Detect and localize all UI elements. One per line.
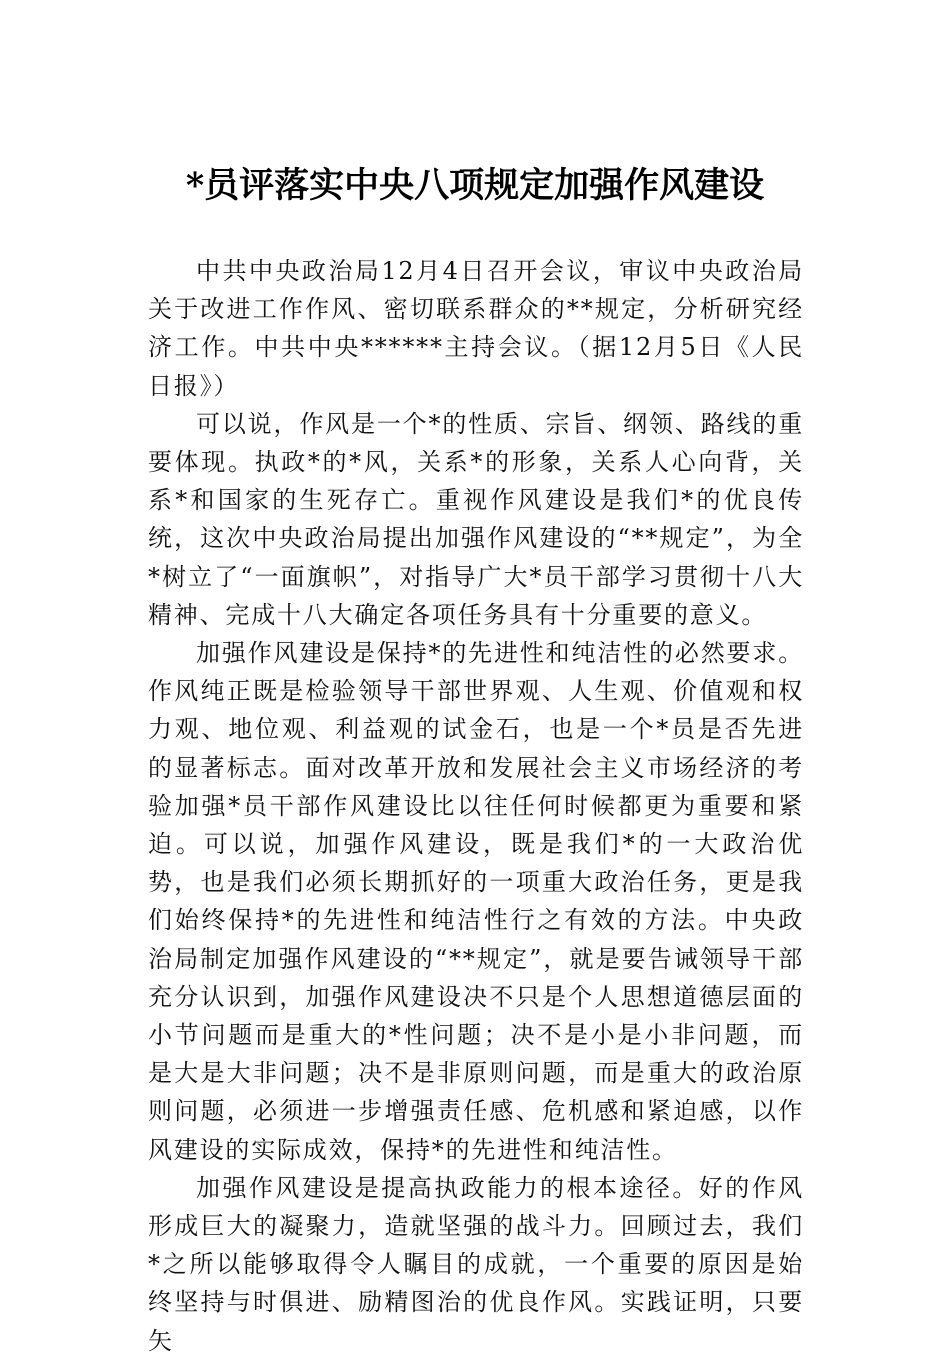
document-title: *员评落实中央八项规定加强作风建设 [185,165,765,206]
document-body [148,252,804,1360]
paragraph-1: 中共中央政治局12月4日召开会议，审议中央政治局关于改进工作作风、密切联系群众的**规定，分析研究经济工作。中共中央******主持会议。（据12月5日《人民日报》） [148,257,804,400]
paragraph-4: 加强作风建设是提高执政能力的根本途径。好的作风形成巨大的凝聚力，造就坚强的战斗力。回顾过去，我们*之所以能够取得令人瞩目的成就，一个重要的原因是始终坚持与时俱进、励精图治的优良作风。实践证明，只要矢 [148,1173,804,1355]
paragraph-2: 可以说，作风是一个*的性质、宗旨、纲领、路线的重要体现。执政*的*风，关系*的形象，关系人心向背，关系*和国家的生死存亡。重视作风建设是我们*的优良传统，这次中央政治局提出加强作风建设的“**规定”，为全*树立了“一面旗帜”，对指导广大*员干部学习贯彻十八大精神、完成十八大确定各项任务具有十分重要的意义。 [148,409,804,629]
paragraph-3: 加强作风建设是保持*的先进性和纯洁性的必然要求。作风纯正既是检验领导干部世界观、人生观、价值观和权力观、地位观、利益观的试金石，也是一个*员是否先进的显著标志。面对改革开放和发展社会主义市场经济的考验加强*员干部作风建设比以往任何时候都更为重要和紧迫。可以说，加强作风建设，既是我们*的一大政治优势，也是我们必须长期抓好的一项重大政治任务，更是我们始终保持*的先进性和纯洁性行之有效的方法。中央政治局制定加强作风建设的“**规定”，就是要告诫领导干部充分认识到，加强作风建设决不只是个人思想道德层面的小节问题而是重大的*性问题；决不是小是小非问题，而是大是大非问题；决不是非原则问题，而是重大的政治原则问题，必须进一步增强责任感、危机感和紧迫感，以作风建设的实际成效，保持*的先进性和纯洁性。 [148,639,804,1164]
